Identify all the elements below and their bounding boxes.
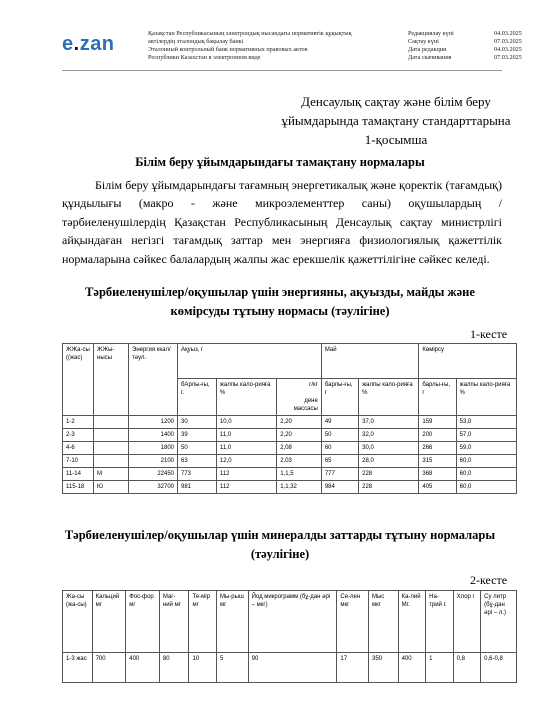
- table-cell: 11,0: [216, 429, 276, 442]
- table-cell: 32700: [129, 481, 178, 494]
- table-cell: 1400: [129, 429, 178, 442]
- table-cell: [94, 416, 129, 429]
- table-cell: 112: [216, 481, 276, 494]
- col-header: Се-лен мкг: [337, 591, 369, 653]
- appendix-reference: Денсаулық сақтау және білім беру ұйымдарында тамақтану стандарттарына 1-қосымша: [281, 94, 511, 147]
- subheader-carb-total: барлы-ғы, г: [419, 379, 456, 416]
- table-cell: 4-6: [63, 442, 94, 455]
- table-cell: 80: [159, 653, 189, 683]
- table-cell: 65: [321, 455, 358, 468]
- col-header: Су литр (бұ-дан әрі – л.): [481, 591, 517, 653]
- table-cell: 57,0: [456, 429, 516, 442]
- minerals-table: [62, 590, 517, 683]
- table-cell: 350: [369, 653, 399, 683]
- table-cell: 1200: [129, 416, 178, 429]
- col-header-energy: Энергия ккал/тәул.: [129, 344, 178, 416]
- table-cell: 10,0: [216, 416, 276, 429]
- col-header: Хлор г: [453, 591, 481, 653]
- table-cell: 59,0: [456, 442, 516, 455]
- table-cell: 60,0: [456, 468, 516, 481]
- table-row: [63, 653, 517, 683]
- table-cell: 32,0: [359, 429, 419, 442]
- table-cell: 7-10: [63, 455, 94, 468]
- subheader-protein-gkg: г/кг дене массасы: [277, 379, 322, 416]
- table-cell: 28,0: [359, 455, 419, 468]
- col-header: Те-мір мг: [189, 591, 217, 653]
- table-cell: 50: [321, 429, 358, 442]
- table-cell: 5: [217, 653, 249, 683]
- table-cell: 1,1,32: [277, 481, 322, 494]
- table-cell: 0,6-0,8: [481, 653, 517, 683]
- table-cell: [94, 429, 129, 442]
- table-cell: 30,0: [359, 442, 419, 455]
- intro-paragraph: Білім беру ұйымдарындағы тағамның энергетикалық және қоректік (тағамдық) құндылығы (макро - және микроэлементтер саны) оқушылардың /тәрбиеленушілердің Қазақстан Республикасының Денсаулық сақтау министрлігі айқындаған негізгі тағамдық заттар мен энергияға физиологиялық қажеттілік нормаларына сәйкес балалардың жалпы жас ерекшелік қажеттілігіне сәйкес келеді.: [62, 178, 502, 266]
- col-header-age: ЖЖа-сы ((жас): [63, 344, 94, 416]
- table-cell: 159: [419, 416, 456, 429]
- table-header-row: [63, 591, 517, 653]
- table-cell: 2,03: [277, 455, 322, 468]
- table-cell: 405: [419, 481, 456, 494]
- ezan-logo: e.zan: [62, 33, 115, 55]
- table-cell: 400: [126, 653, 160, 683]
- table-cell: 700: [92, 653, 126, 683]
- col-header-fat: Май: [321, 344, 419, 379]
- table-cell: 228: [359, 481, 419, 494]
- table-cell: 368: [419, 468, 456, 481]
- table-cell: 11,0: [216, 442, 276, 455]
- subheader-fat-share: жалпы кало-рияға %: [359, 379, 419, 416]
- table-cell: 37,0: [359, 416, 419, 429]
- table-cell: 228: [359, 468, 419, 481]
- table-cell: 63: [178, 455, 217, 468]
- col-header: Жа-сы (жа-сы): [63, 591, 93, 653]
- table-cell: 2100: [129, 455, 178, 468]
- table-row: [63, 455, 517, 468]
- table-cell: 50: [178, 442, 217, 455]
- col-header: Маг-ний мг: [159, 591, 189, 653]
- document-header: [0, 0, 557, 72]
- table-cell: 12,0: [216, 455, 276, 468]
- table-cell: 60,0: [456, 481, 516, 494]
- table-cell: 17: [337, 653, 369, 683]
- table-cell: 39: [178, 429, 217, 442]
- table-cell: 11-14: [63, 468, 94, 481]
- col-header-sex: ЖЖы-нысы: [94, 344, 129, 416]
- table-cell: 53,0: [456, 416, 516, 429]
- col-header: Йод микрограмм (бұ-дан әрі – мкг): [248, 591, 337, 653]
- table-cell: 266: [419, 442, 456, 455]
- subheader-protein-share: жалпы кало-рияға %: [216, 379, 276, 416]
- col-header-protein: Ақуыз, г: [178, 344, 322, 379]
- subheader-fat-total: барлы-ғы, г: [321, 379, 358, 416]
- table-cell: 0,8: [453, 653, 481, 683]
- table-cell: 60,0: [456, 455, 516, 468]
- table-cell: [94, 455, 129, 468]
- subheader-carb-share: жалпы кало-рияға %: [456, 379, 516, 416]
- table-row: [63, 481, 517, 494]
- col-header: Мы-рыш мг: [217, 591, 249, 653]
- table-cell: М: [94, 468, 129, 481]
- table-cell: 981: [178, 481, 217, 494]
- table-cell: 200: [419, 429, 456, 442]
- section-title: Білім беру ұйымдарындағы тамақтану нормалары: [135, 155, 425, 169]
- table-cell: 90: [248, 653, 337, 683]
- table-cell: 1,1,5: [277, 468, 322, 481]
- table-cell: 115-18: [63, 481, 94, 494]
- table-cell: 2-3: [63, 429, 94, 442]
- energy-nutrients-table: [62, 343, 517, 494]
- table-cell: 773: [178, 468, 217, 481]
- table-cell: 1-2: [63, 416, 94, 429]
- table2-title: Тәрбиеленушілер/оқушылар үшін минералды заттарды тұтыну нормалары (тәулігіне): [64, 528, 496, 561]
- col-header: Ка-лий Мг.: [398, 591, 426, 653]
- table-cell: 1: [426, 653, 454, 683]
- table2-caption: 2-кесте: [470, 573, 508, 587]
- table-cell: 777: [321, 468, 358, 481]
- table-cell: 22450: [129, 468, 178, 481]
- col-header: На-трий г.: [426, 591, 454, 653]
- table-cell: 2,20: [277, 429, 322, 442]
- table-row: [63, 442, 517, 455]
- table-cell: 49: [321, 416, 358, 429]
- table-row: [63, 429, 517, 442]
- table-cell: Ю: [94, 481, 129, 494]
- table-cell: 984: [321, 481, 358, 494]
- subheader-protein-total: бАрлы-ғы, г.: [178, 379, 217, 416]
- table-row: [63, 468, 517, 481]
- table-cell: 30: [178, 416, 217, 429]
- col-header-carb: Көмірсу: [419, 344, 517, 379]
- table-cell: 400: [398, 653, 426, 683]
- table-cell: 60: [321, 442, 358, 455]
- col-header: Мыс мкг: [369, 591, 399, 653]
- col-header: Фос-фор мг: [126, 591, 160, 653]
- table-cell: 1-3 жас: [63, 653, 93, 683]
- table-row: [63, 416, 517, 429]
- col-header: Кальций мг: [92, 591, 126, 653]
- table-cell: 2,08: [277, 442, 322, 455]
- table-cell: 1800: [129, 442, 178, 455]
- table1-title: Тәрбиеленушілер/оқушылар үшін энергияны, ақуызды, майды және көмірсуды тұтыну нормасы (тәулігіне): [85, 285, 475, 318]
- header-divider: [62, 70, 502, 71]
- table-cell: [94, 442, 129, 455]
- table-cell: 315: [419, 455, 456, 468]
- table-cell: 2,20: [277, 416, 322, 429]
- table1-caption: 1-кесте: [470, 327, 508, 341]
- table-cell: 10: [189, 653, 217, 683]
- header-dates: Редакциялау күні 04.03.2025 Сақтау күні 07.03.2025 Дата редакции 04.03.2025 Дата скачивания 07.03.2025: [408, 30, 522, 61]
- header-source-text: Қазақстан Республикасының электрондық нысандағы нормативтік құқықтық актілердің эталондық бақылау банкі Эталонный контрольный банк нормативных правовых актов Республики Казахстан в электронном виде: [148, 30, 352, 61]
- table-cell: 112: [216, 468, 276, 481]
